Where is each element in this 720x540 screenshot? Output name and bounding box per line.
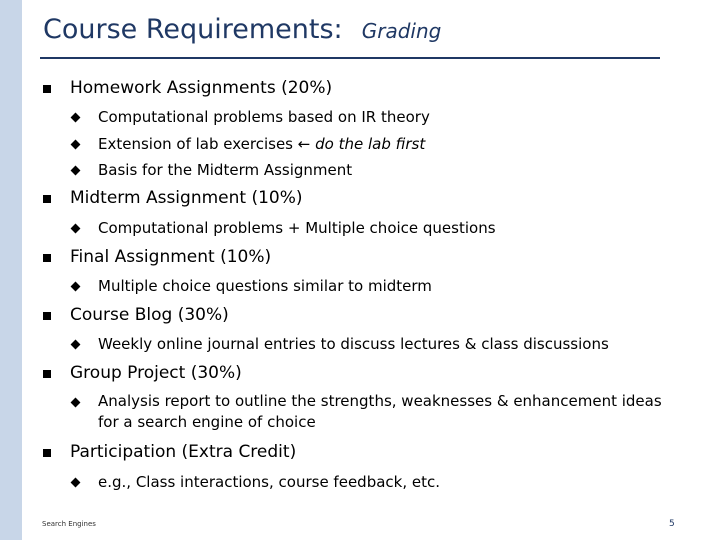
diamond-bullet-icon bbox=[71, 398, 81, 408]
square-bullet-icon bbox=[43, 85, 51, 93]
item-label: Course Blog (30%) bbox=[70, 305, 229, 325]
sub-item-text bbox=[98, 133, 425, 155]
sub-item-label: Weekly online journal entries to discuss lectures & class discussions bbox=[98, 335, 609, 353]
lab-note: do the lab first bbox=[315, 135, 426, 153]
title-sub: Grading bbox=[361, 19, 442, 43]
diamond-bullet-icon bbox=[71, 224, 81, 234]
sub-item-label: Multiple choice questions similar to midterm bbox=[98, 277, 432, 295]
left-arrow-icon: ← bbox=[297, 135, 311, 153]
item-label: Midterm Assignment (10%) bbox=[70, 188, 303, 208]
item-label: Participation (Extra Credit) bbox=[70, 442, 297, 462]
diamond-bullet-icon bbox=[71, 282, 81, 292]
square-bullet-icon bbox=[43, 254, 51, 262]
square-bullet-icon bbox=[43, 312, 51, 320]
sub-item-label: Computational problems based on IR theory bbox=[98, 108, 430, 126]
sub-item-label: Analysis report to outline the strengths, weaknesses & enhancement ideas for a search engine of choice bbox=[98, 392, 662, 431]
item-label: Final Assignment (10%) bbox=[70, 247, 272, 267]
sub-item-label: Extension of lab exercises bbox=[98, 135, 293, 153]
diamond-bullet-icon bbox=[71, 140, 81, 150]
title-main: Course Requirements: bbox=[43, 14, 343, 45]
square-bullet-icon bbox=[43, 195, 51, 203]
sub-item-label: Computational problems + Multiple choice questions bbox=[98, 219, 496, 237]
title-divider bbox=[40, 57, 660, 59]
side-accent-bar bbox=[0, 0, 22, 540]
footer-course-name: Search Engines bbox=[42, 520, 96, 528]
page-number: 5 bbox=[669, 519, 675, 529]
sub-item-label: e.g., Class interactions, course feedback, etc. bbox=[98, 473, 441, 491]
sub-item-label: Basis for the Midterm Assignment bbox=[98, 161, 353, 179]
slide-title bbox=[43, 14, 441, 45]
diamond-bullet-icon bbox=[71, 340, 81, 350]
item-label: Homework Assignments (20%) bbox=[70, 78, 333, 98]
square-bullet-icon bbox=[43, 449, 51, 457]
diamond-bullet-icon bbox=[71, 478, 81, 488]
item-label: Group Project (30%) bbox=[70, 363, 242, 383]
square-bullet-icon bbox=[43, 370, 51, 378]
diamond-bullet-icon bbox=[71, 166, 81, 176]
diamond-bullet-icon bbox=[71, 113, 81, 123]
